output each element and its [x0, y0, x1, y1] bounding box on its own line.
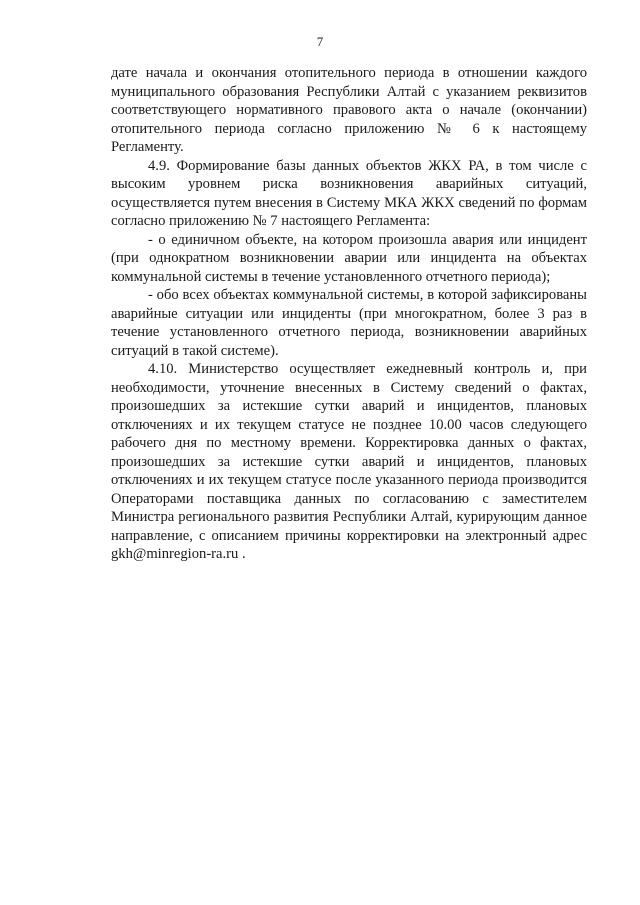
- paragraph-4-9: 4.9. Формирование базы данных объектов ЖКХ РА, в том числе с высоким уровнем риска возникновения аварийных ситуаций, осуществляется путем внесения в Систему МКА ЖКХ сведений по формам согласно приложению № 7 настоящего Регламента:: [111, 157, 587, 229]
- paragraph-4-10: 4.10. Министерство осуществляет ежедневный контроль и, при необходимости, уточнение внесенных в Систему сведений о фактах, произошедших за истекшие сутки аварий и инцидентов, плановых отключениях и их текущем статусе не позднее 10.00 часов следующего рабочего дня по местному времени. Корректировка данных о фактах, произошедших за истекшие сутки аварий и инцидентов, плановых отключениях и их текущем статусе после указанного периода производится Операторами поставщика данных по согласованию с заместителем Министра регионального развития Республики Алтай, курирующим данное направление, с описанием причины корректировки на электронный адрес gkh@minregion-ra.ru .: [111, 361, 587, 562]
- paragraph-heating-period: дате начала и окончания отопительного периода в отношении каждого муниципального образования Республики Алтай с указанием реквизитов соответствующего нормативного правового акта о начале (окончании) отопительного периода согласно приложению № 6 к настоящему Регламенту.: [111, 65, 587, 155]
- document-body: [111, 64, 587, 564]
- page-number: 7: [316, 34, 324, 49]
- list-item-single-object: - о единичном объекте, на котором произошла авария или инцидент (при однократном возникновении аварии или инцидента на объектах коммунальной системы в течение установленного отчетного периода);: [111, 231, 587, 285]
- list-item-all-objects: - обо всех объектах коммунальной системы, в которой зафиксированы аварийные ситуации или инциденты (при многократном, более 3 раз в течение установленного отчетного периода, возникновении аварийных ситуаций в такой системе).: [111, 287, 587, 359]
